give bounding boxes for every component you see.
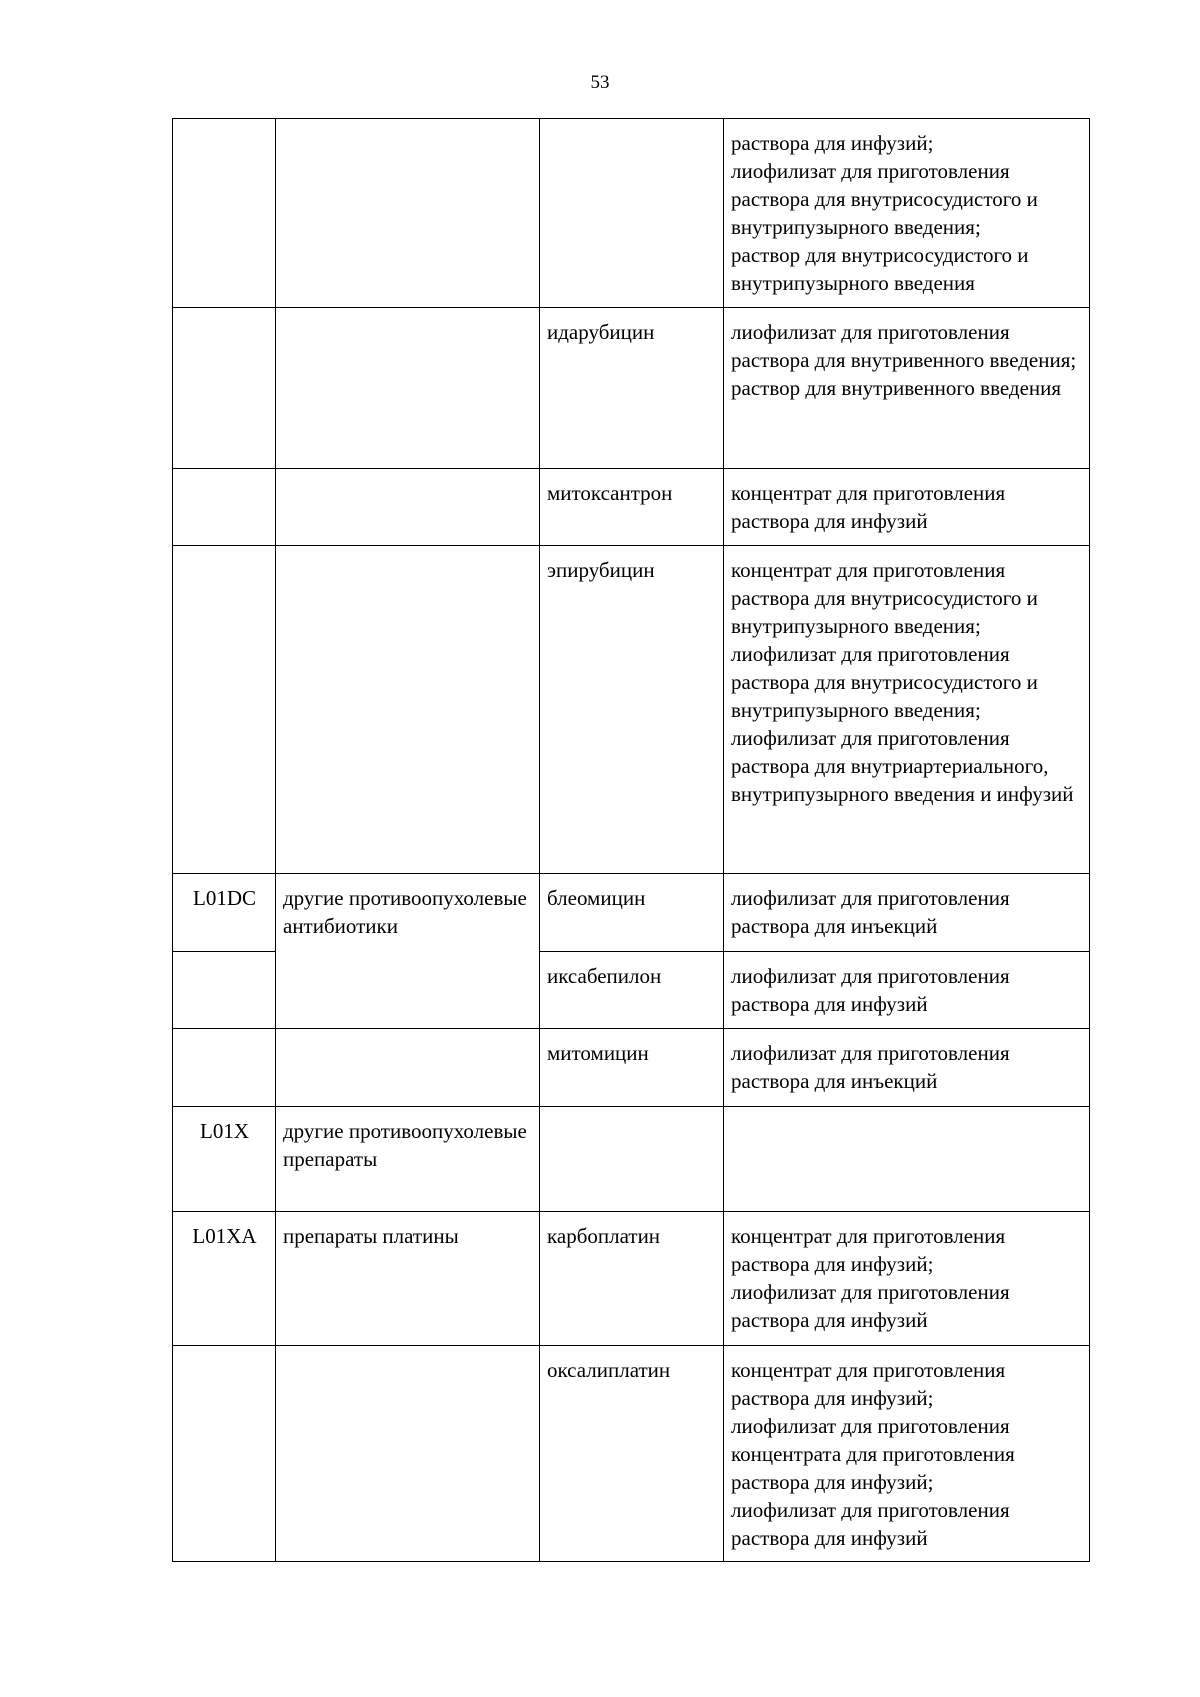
table-row <box>173 1107 1090 1212</box>
atc-group-cell <box>276 1346 540 1562</box>
page-number: 53 <box>590 72 610 93</box>
dosage-form-cell: концентрат для приготовления раствора для внутрисосудистого и внутрипузырного введения; лиофилизат для приготовления раствора для внутрисосудистого и внутрипузырного введения; лиофилизат для приготовления раствора для внутриартериального, внутрипузырного введения и инфузий <box>724 546 1090 874</box>
table-row <box>173 1029 1090 1107</box>
dosage-form-cell: лиофилизат для приготовления раствора для инъекций <box>724 1029 1090 1107</box>
atc-group-cell <box>276 469 540 546</box>
atc-code-cell <box>173 546 276 874</box>
drug-table <box>172 118 1090 1562</box>
atc-code-cell <box>173 119 276 308</box>
dosage-form-cell: лиофилизат для приготовления раствора для инъекций <box>724 874 1090 952</box>
drug-name-cell: иксабепилон <box>540 952 724 1029</box>
drug-name-cell <box>540 1107 724 1212</box>
table-row <box>173 469 1090 546</box>
drug-name-cell: карбоплатин <box>540 1212 724 1346</box>
dosage-form-cell: лиофилизат для приготовления раствора для внутривенного введения; раствор для внутривенного введения <box>724 308 1090 469</box>
atc-group-cell <box>276 119 540 308</box>
dosage-form-cell: концентрат для приготовления раствора для инфузий; лиофилизат для приготовления концентрата для приготовления раствора для инфузий; лиофилизат для приготовления раствора для инфузий <box>724 1346 1090 1562</box>
table-row <box>173 1346 1090 1562</box>
table-row <box>173 874 1090 952</box>
drug-name-cell: блеомицин <box>540 874 724 952</box>
atc-group-cell: препараты платины <box>276 1212 540 1346</box>
dosage-form-cell <box>724 1107 1090 1212</box>
drug-name-cell: идарубицин <box>540 308 724 469</box>
atc-code-cell: L01X <box>173 1107 276 1212</box>
drug-name-cell: оксалиплатин <box>540 1346 724 1562</box>
atc-code-cell <box>173 308 276 469</box>
table-row <box>173 546 1090 874</box>
atc-code-cell <box>173 952 276 1029</box>
atc-code-cell <box>173 1346 276 1562</box>
dosage-form-cell: раствора для инфузий; лиофилизат для приготовления раствора для внутрисосудистого и внутрипузырного введения; раствор для внутрисосудистого и внутрипузырного введения <box>724 119 1090 308</box>
atc-group-cell <box>276 1029 540 1107</box>
drug-name-cell <box>540 119 724 308</box>
atc-code-cell: L01DC <box>173 874 276 952</box>
atc-group-cell: другие противоопухолевые антибиотики <box>276 874 540 1029</box>
dosage-form-cell: концентрат для приготовления раствора для инфузий; лиофилизат для приготовления раствора для инфузий <box>724 1212 1090 1346</box>
atc-group-cell: другие противоопухолевые препараты <box>276 1107 540 1212</box>
dosage-form-cell: концентрат для приготовления раствора для инфузий <box>724 469 1090 546</box>
drug-name-cell: эпирубицин <box>540 546 724 874</box>
dosage-form-cell: лиофилизат для приготовления раствора для инфузий <box>724 952 1090 1029</box>
atc-code-cell: L01XA <box>173 1212 276 1346</box>
drug-name-cell: митоксантрон <box>540 469 724 546</box>
table-row <box>173 1212 1090 1346</box>
atc-group-cell <box>276 546 540 874</box>
atc-group-cell <box>276 308 540 469</box>
atc-code-cell <box>173 1029 276 1107</box>
table-row <box>173 119 1090 308</box>
table-row <box>173 308 1090 469</box>
atc-code-cell <box>173 469 276 546</box>
drug-name-cell: митомицин <box>540 1029 724 1107</box>
